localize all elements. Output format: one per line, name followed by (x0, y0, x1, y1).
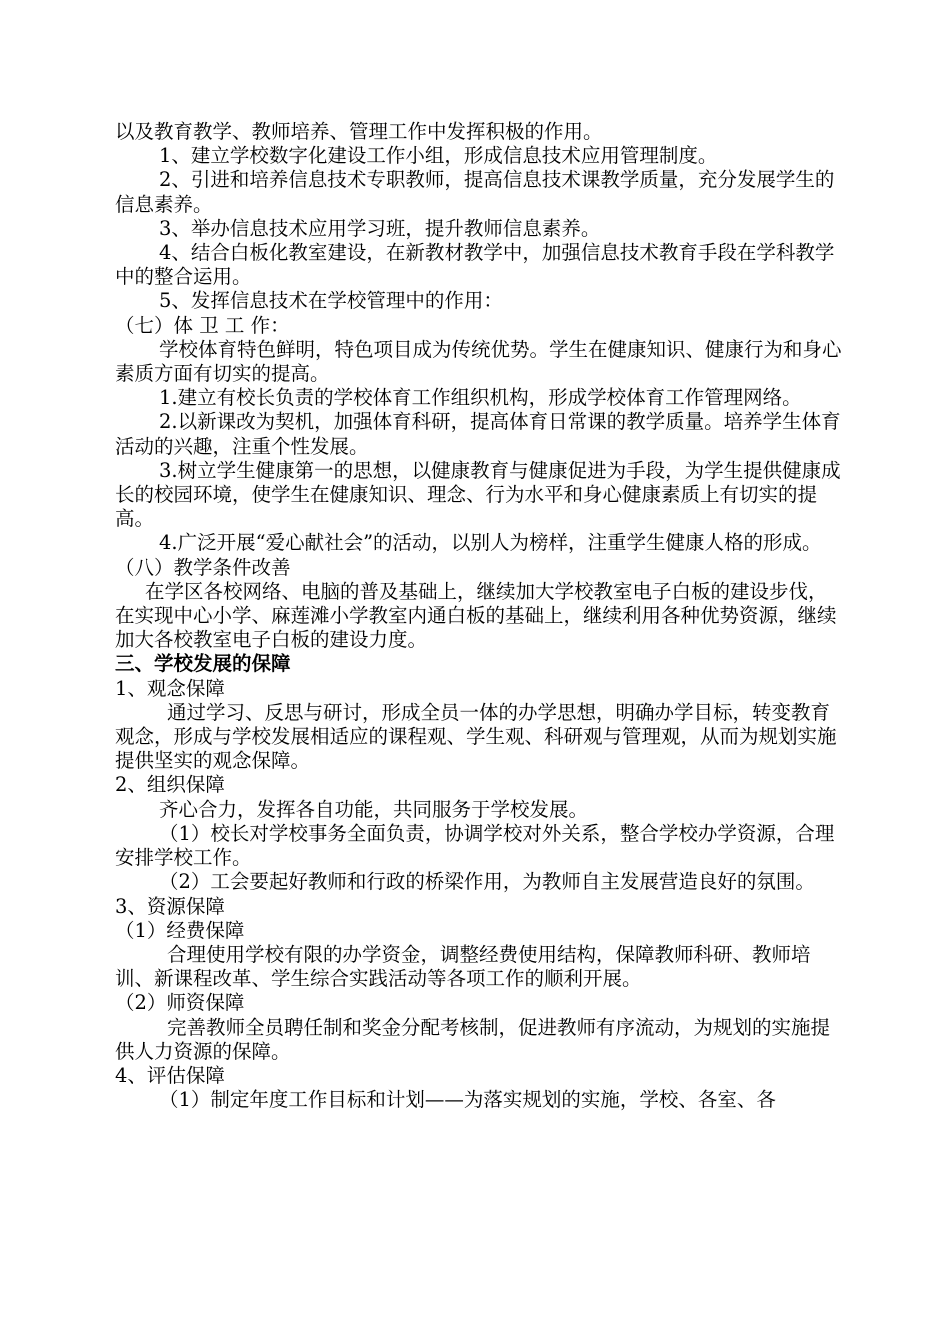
paragraph-concept-guarantee: 通过学习、反思与研讨，形成全员一体的办学思想，明确办学目标，转变教育观念，形成与学校发展相适应的课程观、学生观、科研观与管理观，从而为规划实施提供坚实的观念保障。 (115, 700, 837, 773)
paragraph-intro-continuation: 以及教育教学、教师培养、管理工作中发挥积极的作用。 (115, 120, 603, 143)
paragraph-organization-item-1: （1）校长对学校事务全面负责，协调学校对外关系，整合学校办学资源，合理安排学校工作。 (115, 821, 835, 870)
subheading-resource-guarantee: 3、资源保障 (115, 894, 225, 918)
paragraph-it-item-3: 3、举办信息技术应用学习班，提升教师信息素养。 (159, 216, 601, 240)
paragraph-teaching-conditions: 在学区各校网络、电脑的普及基础上，继续加大学校教室电子白板的建设步伐，在实现中心小学、麻莲滩小学教室内通白板的基础上，继续利用各种优势资源，继续加大各校教室电子白板的建设力度。 (115, 579, 837, 652)
paragraph-sports-item-2: 2.以新课改为契机，加强体育科研，提高体育日常课的教学质量。培养学生体育活动的兴趣，注重个性发展。 (115, 410, 841, 458)
chapter-heading-guarantees: 三、学校发展的保障 (115, 652, 291, 676)
paragraph-evaluation-item-1: （1）制定年度工作目标和计划——为落实规划的实施，学校、各室、各 (159, 1088, 776, 1112)
subheading-funding-guarantee: （1）经费保障 (115, 918, 245, 942)
paragraph-sports-item-3: 3.树立学生健康第一的思想，以健康教育与健康促进为手段，为学生提供健康成长的校园环境，使学生在健康知识、理念、行为水平和身心健康素质上有切实的提高。 (115, 458, 841, 531)
subheading-organization-guarantee: 2、组织保障 (115, 773, 225, 797)
subheading-evaluation-guarantee: 4、评估保障 (115, 1063, 225, 1087)
paragraph-it-item-5: 5、发挥信息技术在学校管理中的作用： (159, 289, 503, 313)
paragraph-sports-intro: 学校体育特色鲜明，特色项目成为传统优势。学生在健康知识、健康行为和身心素质方面有切实的提高。 (115, 337, 842, 386)
paragraph-organization-item-2: （2）工会要起好教师和行政的桥梁作用，为教师自主发展营造良好的氛围。 (159, 870, 815, 894)
subheading-teacher-guarantee: （2）师资保障 (115, 991, 245, 1015)
paragraph-funding-guarantee: 合理使用学校有限的办学资金，调整经费使用结构，保障教师科研、教师培训、新课程改革、学生综合实践活动等各项工作的顺利开展。 (115, 942, 811, 991)
document-body (115, 120, 845, 1112)
paragraph-teacher-guarantee: 完善教师全员聘任制和奖金分配考核制，促进教师有序流动，为规划的实施提供人力资源的保障。 (115, 1015, 831, 1063)
paragraph-it-item-4: 4、结合白板化教室建设，在新教材教学中，加强信息技术教育手段在学科教学中的整合运用。 (115, 241, 835, 289)
paragraph-sports-item-1: 1.建立有校长负责的学校体育工作组织机构，形成学校体育工作管理网络。 (159, 386, 802, 410)
paragraph-it-item-1: 1、建立学校数字化建设工作小组，形成信息技术应用管理制度。 (159, 144, 718, 168)
subheading-concept-guarantee: 1、观念保障 (115, 676, 225, 700)
paragraph-it-item-2: 2、引进和培养信息技术专职教师，提高信息技术课教学质量，充分发展学生的信息素养。 (115, 168, 835, 216)
section-heading-teaching-conditions: （八）教学条件改善 (115, 555, 291, 579)
paragraph-organization-intro: 齐心合力，发挥各自功能，共同服务于学校发展。 (159, 797, 589, 821)
paragraph-sports-item-4: 4.广泛开展“爱心献社会”的活动，以别人为榜样，注重学生健康人格的形成。 (159, 531, 822, 555)
section-heading-sports-health: （七）体 卫 工 作： (115, 313, 290, 337)
